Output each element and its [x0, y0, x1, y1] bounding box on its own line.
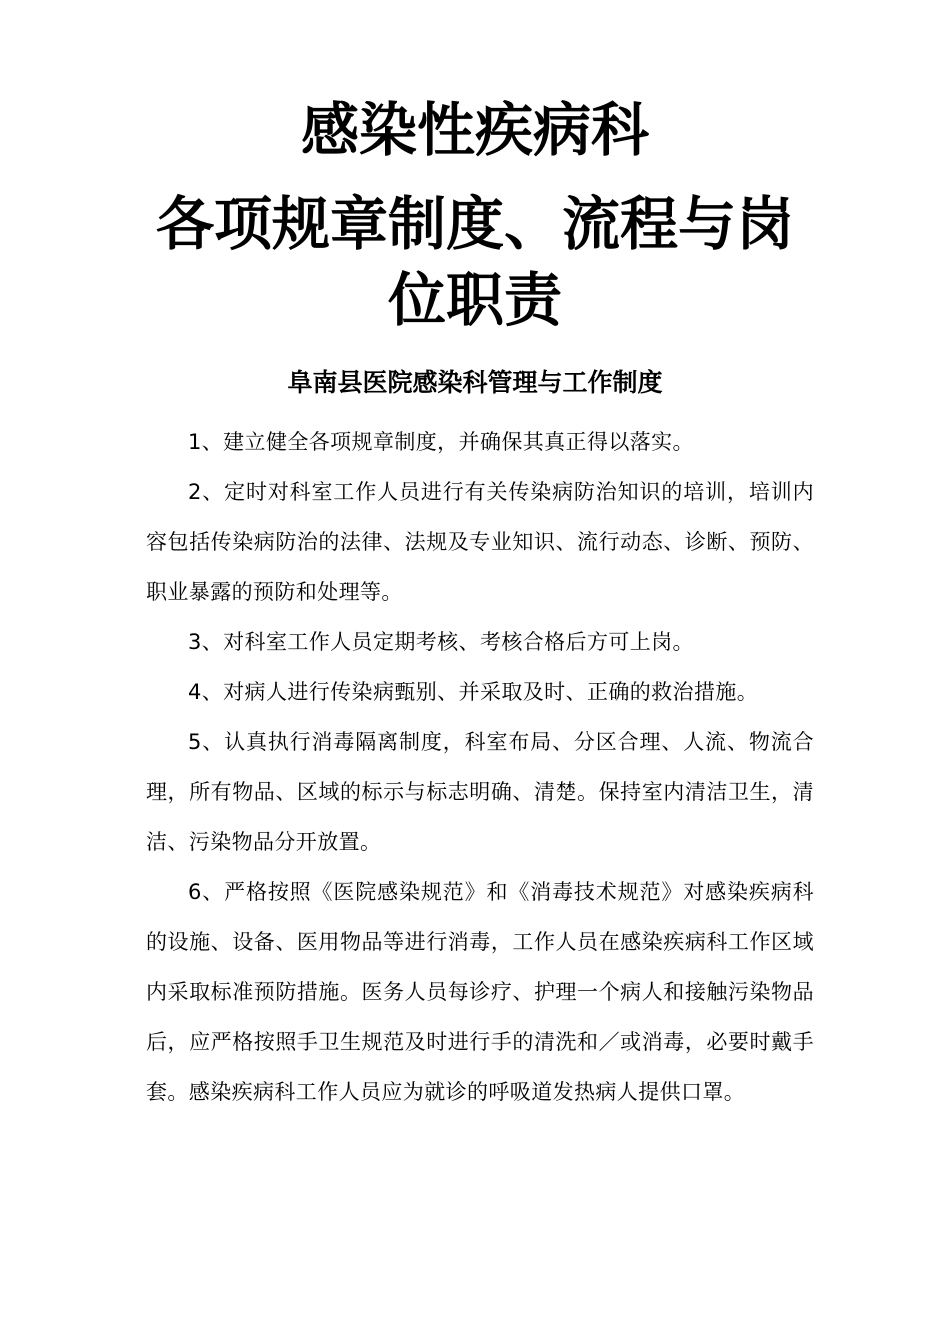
document-title-line-3: 位职责 — [387, 266, 562, 334]
rule-paragraph-5: 5、认真执行消毒隔离制度，科室布局、分区合理、人流、物流合理，所有物品、区域的标示与标志明确、清楚。保持室内清洁卫生，清洁、污染物品分开放置。 — [146, 730, 814, 854]
section-title: 阜南县医院感染科管理与工作制度 — [287, 368, 663, 397]
document-title-line-2: 各项规章制度、流程与岗 — [155, 190, 794, 258]
rule-paragraph-2: 2、定时对科室工作人员进行有关传染病防治知识的培训，培训内容包括传染病防治的法律、法规及专业知识、流行动态、诊断、预防、职业暴露的预防和处理等。 — [146, 480, 814, 604]
document-title-line-1: 感染性疾病科 — [300, 96, 649, 164]
rule-paragraph-3: 3、对科室工作人员定期考核、考核合格后方可上岗。 — [188, 630, 694, 654]
rule-paragraph-6: 6、严格按照《医院感染规范》和《消毒技术规范》对感染疾病科的设施、设备、医用物品等进行消毒，工作人员在感染疾病科工作区域内采取标准预防措施。医务人员每诊疗、护理一个病人和接触污染物品后，应严格按照手卫生规范及时进行手的清洗和／或消毒，必要时戴手套。感染疾病科工作人员应为就诊的呼吸道发热病人提供口罩。 — [146, 880, 814, 1104]
rule-paragraph-1: 1、建立健全各项规章制度，并确保其真正得以落实。 — [188, 430, 694, 454]
rule-paragraph-4: 4、对病人进行传染病甄别、并采取及时、正确的救治措施。 — [188, 680, 759, 704]
document-body — [146, 417, 814, 1117]
